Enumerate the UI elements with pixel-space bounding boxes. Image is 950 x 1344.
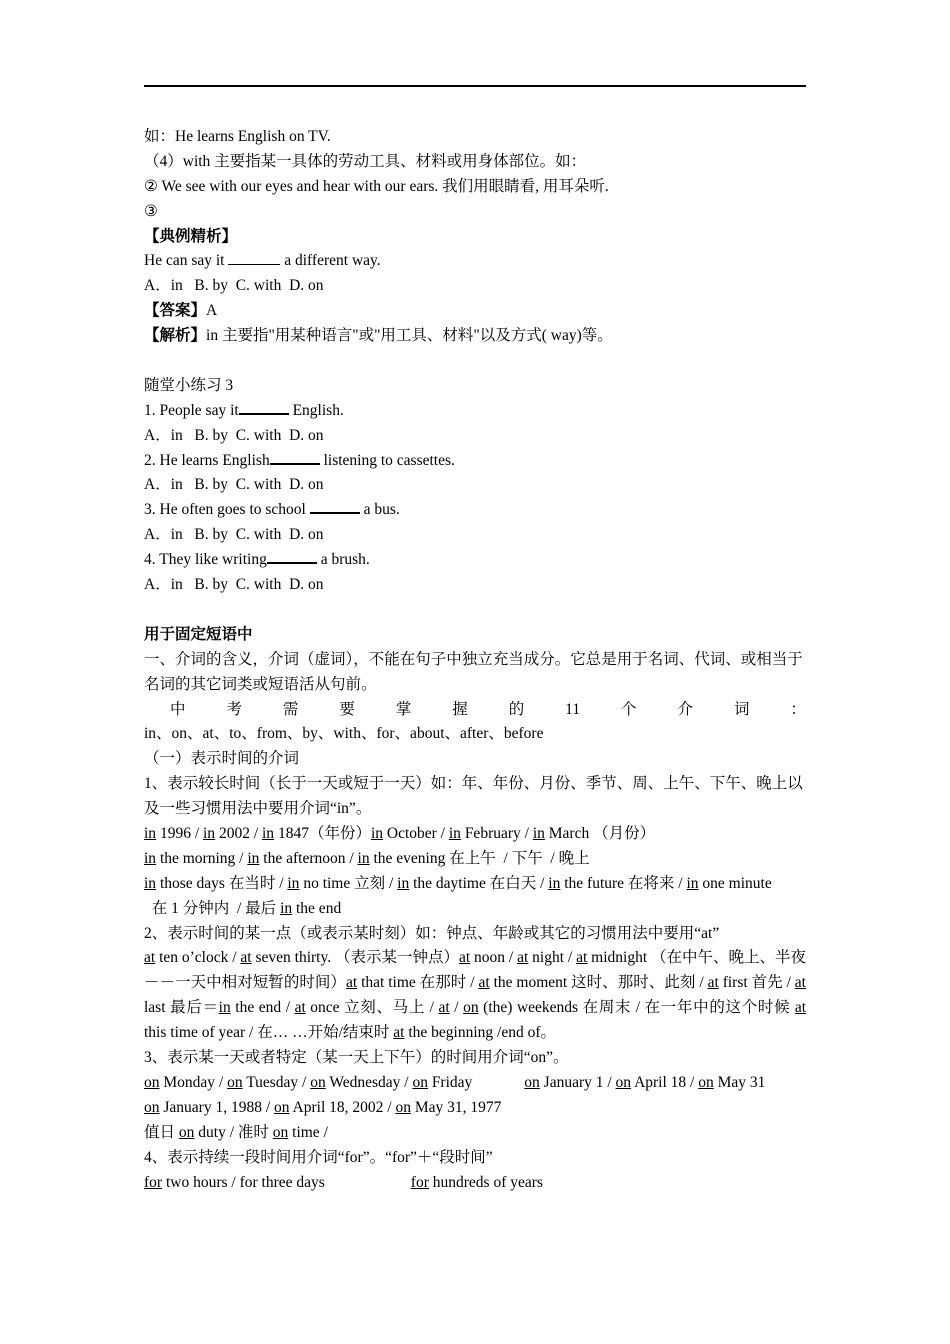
- answer-blank: [267, 548, 317, 564]
- answer-line: 【答案】A: [144, 302, 218, 320]
- options-line: A．in B. by C. with D. on: [144, 526, 324, 544]
- options-line: A．in B. by C. with D. on: [144, 476, 324, 494]
- practice-question: 3. He often goes to school a bus.: [144, 498, 806, 523]
- answer-blank: [310, 498, 360, 514]
- example-line: for two hours / for three days for hundreds of years: [144, 1173, 543, 1191]
- options-line: A．in B. by C. with D. on: [144, 576, 324, 594]
- paragraph: 2、表示时间的某一点（或表示某时刻）如：钟点、年龄或其它的习惯用法中要用“at”: [144, 924, 720, 942]
- example-line: in those days 在当时 / in no time 立刻 / in the daytime 在白天 / in the future 在将来 / in one minute: [144, 874, 772, 892]
- text-line: ③: [144, 202, 158, 220]
- example-line: 值日 on duty / 准时 on time /: [144, 1123, 328, 1141]
- analysis-line: 【解析】in 主要指"用某种语言"或"用工具、材料"以及方式( way)等。: [144, 327, 613, 345]
- paragraph: 4、表示持续一段时间用介词“for”。“for”＋“段时间”: [144, 1148, 493, 1166]
- preposition-list: in、on、at、to、from、by、with、for、about、after、before: [144, 725, 544, 743]
- practice-question: 1. People say it English.: [144, 399, 806, 424]
- practice-title: 随堂小练习 3: [144, 376, 234, 394]
- answer-blank: [228, 250, 280, 265]
- practice-question: 2. He learns English listening to cassettes.: [144, 449, 806, 474]
- document-body: [144, 125, 806, 1195]
- paragraph: 1、表示较长时间（长于一天或短于一天）如：年、年份、月份、季节、周、上午、下午、晚上以及一些习惯用法中要用介词“in”。: [144, 775, 803, 818]
- example-question: He can say it a different way.: [144, 252, 381, 270]
- example-line: on Monday / on Tuesday / on Wednesday / on Friday on January 1 / on April 18 / on May 31: [144, 1073, 766, 1091]
- answer-blank: [239, 399, 289, 415]
- text-line: 如：He learns English on TV.: [144, 128, 331, 145]
- options-line: A．in B. by C. with D. on: [144, 426, 324, 444]
- header-rule: [144, 85, 806, 87]
- paragraph: 3、表示某一天或者特定（某一天上下午）的时间用介词“on”。: [144, 1049, 569, 1067]
- text-line: ② We see with our eyes and hear with our ears. 我们用眼睛看, 用耳朵听.: [144, 177, 609, 195]
- spread-line: 中 考 需 要 掌 握 的 11 个 介 词 ：: [170, 700, 806, 718]
- text-line: （4）with 主要指某一具体的劳动工具、材料或用身体部位。如：: [144, 152, 587, 170]
- section-heading: 用于固定短语中: [144, 625, 253, 643]
- options-line: A．in B. by C. with D. on: [144, 277, 324, 295]
- example-line: on January 1, 1988 / on April 18, 2002 / on May 31, 1977: [144, 1098, 502, 1116]
- paragraph: 一、介词的含义，介词（虚词），不能在句子中独立充当成分。它总是用于名词、代词、或相当于名词的其它词类或短语活从句前。: [144, 650, 803, 693]
- example-line: in 1996 / in 2002 / in 1847（年份）in October / in February / in March （月份）: [144, 825, 656, 842]
- example-line: 在 1 分钟内 / 最后 in the end: [144, 899, 342, 917]
- answer-blank: [270, 449, 320, 465]
- subsection-heading: （一）表示时间的介词: [144, 750, 300, 768]
- example-line: in the morning / in the afternoon / in the evening 在上午 / 下午 / 晚上: [144, 849, 590, 867]
- example-paragraph: at ten o’clock / at seven thirty. （表示某一钟点）at noon / at night / at midnight （在中午、晚上、半夜－－一天中相对短暂的时间）at that time 在那时 / at the moment 这时、那时、此刻 / at first 首先 / at last 最后＝in the end / at once 立刻、马上 / at / on (the) weekends 在周末 / 在一年中的这个时候 at this time of year / 在… …开始/结束时 at the beginning /end of。: [144, 949, 807, 1042]
- practice-question: 4. They like writing a brush.: [144, 548, 806, 573]
- example-heading: 【典例精析】: [144, 227, 238, 245]
